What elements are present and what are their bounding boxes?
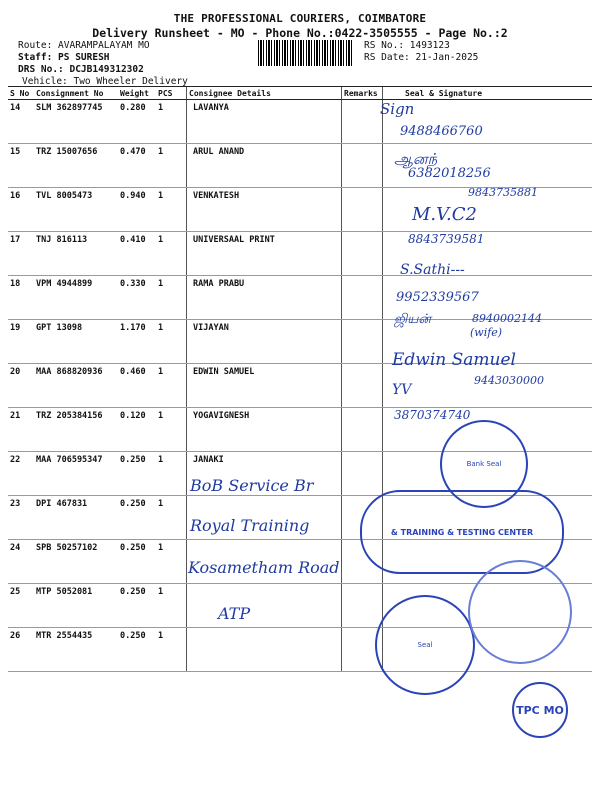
cell-sno: 15 <box>8 144 34 188</box>
cell-remarks <box>342 100 383 144</box>
cell-sno: 22 <box>8 452 34 496</box>
cell-weight: 0.460 <box>118 364 156 408</box>
cell-sno: 24 <box>8 540 34 584</box>
cell-signature <box>383 276 593 320</box>
cell-pcs: 1 <box>156 364 187 408</box>
cell-pcs: 1 <box>156 496 187 540</box>
tpc-mo-stamp <box>512 682 568 738</box>
cell-consignee: VENKATESH <box>187 188 342 232</box>
cell-weight: 0.330 <box>118 276 156 320</box>
table-header-row <box>8 87 592 100</box>
cell-pcs: 1 <box>156 232 187 276</box>
table-row <box>8 320 592 364</box>
cell-remarks <box>342 584 383 628</box>
rs-date: RS Date: 21-Jan-2025 <box>364 52 479 63</box>
rs-info <box>364 40 478 64</box>
handwritten-phone-19b: 8940002144 <box>472 312 542 325</box>
cell-pcs: 1 <box>156 452 187 496</box>
cell-signature <box>383 364 593 408</box>
cell-consignee: VIJAYAN <box>187 320 342 364</box>
cell-pcs: 1 <box>156 144 187 188</box>
table-row <box>8 232 592 276</box>
cell-consignment-no: MTR 2554435 <box>34 628 118 672</box>
cell-consignment-no: TVL 8005473 <box>34 188 118 232</box>
handwritten-consignee-24: Royal Training <box>190 516 310 535</box>
cell-weight: 0.250 <box>118 496 156 540</box>
cell-sno: 20 <box>8 364 34 408</box>
cell-sno: 16 <box>8 188 34 232</box>
col-remarks: Remarks <box>342 87 383 100</box>
cell-weight: 0.250 <box>118 452 156 496</box>
table-row <box>8 276 592 320</box>
cell-consignee: EDWIN SAMUEL <box>187 364 342 408</box>
handwritten-phone-19: 9952339567 <box>396 290 479 305</box>
cell-remarks <box>342 144 383 188</box>
cell-consignee: UNIVERSAAL PRINT <box>187 232 342 276</box>
handwritten-consignee-26: ATP <box>218 604 251 623</box>
cell-consignee <box>187 496 342 540</box>
col-weight: Weight <box>118 87 156 100</box>
cell-weight: 0.250 <box>118 584 156 628</box>
handwritten-phone-21: 3870374740 <box>394 408 471 422</box>
bank-seal-stamp: Bank Seal <box>440 420 528 508</box>
table-row <box>8 364 592 408</box>
cell-remarks <box>342 276 383 320</box>
cell-weight: 0.120 <box>118 408 156 452</box>
cell-remarks <box>342 452 383 496</box>
cell-signature <box>383 320 593 364</box>
signature-16: M.V.C2 <box>412 204 477 225</box>
handwritten-consignee-25: Kosametham Road <box>188 558 340 577</box>
col-consignment: Consignment No <box>34 87 118 100</box>
table-row <box>8 100 592 144</box>
cell-weight: 0.250 <box>118 540 156 584</box>
cell-consignment-no: DPI 467831 <box>34 496 118 540</box>
cell-consignee <box>187 540 342 584</box>
cell-sno: 23 <box>8 496 34 540</box>
cell-consignee <box>187 584 342 628</box>
tpc-mo-label: TPC MO <box>516 703 564 717</box>
cell-consignee: JANAKI <box>187 452 342 496</box>
table-row <box>8 144 592 188</box>
cell-weight: 0.940 <box>118 188 156 232</box>
cell-pcs: 1 <box>156 188 187 232</box>
cell-consignee: LAVANYA <box>187 100 342 144</box>
cell-remarks <box>342 188 383 232</box>
cell-consignment-no: MTP 5052081 <box>34 584 118 628</box>
handwritten-wife-note: (wife) <box>470 326 503 339</box>
cell-consignment-no: GPT 13098 <box>34 320 118 364</box>
cell-pcs: 1 <box>156 276 187 320</box>
signature-21: YV <box>392 382 412 398</box>
cell-pcs: 1 <box>156 320 187 364</box>
signature-19: ஜியன் <box>394 312 431 327</box>
cell-weight: 0.250 <box>118 628 156 672</box>
cell-signature <box>383 144 593 188</box>
route-info <box>18 40 188 88</box>
table-row <box>8 188 592 232</box>
cell-consignee <box>187 628 342 672</box>
cell-consignee: ARUL ANAND <box>187 144 342 188</box>
cell-signature <box>383 232 593 276</box>
rs-number: RS No.: 1493123 <box>364 40 450 51</box>
col-sno: S No <box>8 87 34 100</box>
cell-pcs: 1 <box>156 100 187 144</box>
cell-sno: 17 <box>8 232 34 276</box>
cell-consignee: RAMA PRABU <box>187 276 342 320</box>
col-pcs: PCS <box>156 87 187 100</box>
cell-weight: 1.170 <box>118 320 156 364</box>
cell-consignment-no: TRZ 205384156 <box>34 408 118 452</box>
cell-sno: 25 <box>8 584 34 628</box>
drs-label: DRS No.: DCJB149312302 <box>18 64 144 75</box>
barcode <box>258 40 354 66</box>
signature-14: Sign <box>380 100 415 118</box>
col-consignee: Consignee Details <box>187 87 342 100</box>
handwritten-phone-20: 9443030000 <box>474 374 544 387</box>
cell-consignment-no: MAA 706595347 <box>34 452 118 496</box>
cell-remarks <box>342 408 383 452</box>
route-label: Route: AVARAMPALAYAM MO <box>18 40 150 51</box>
cell-weight: 0.470 <box>118 144 156 188</box>
cell-consignment-no: SLM 362897745 <box>34 100 118 144</box>
cell-remarks <box>342 364 383 408</box>
signature-18: S.Sathi--- <box>400 262 465 278</box>
signature-20: Edwin Samuel <box>392 350 516 370</box>
cell-sno: 21 <box>8 408 34 452</box>
cell-sno: 26 <box>8 628 34 672</box>
cell-consignment-no: VPM 4944899 <box>34 276 118 320</box>
staff-label: Staff: PS SURESH <box>18 52 110 63</box>
handwritten-phone-16: 9843735881 <box>468 186 538 199</box>
cell-consignment-no: MAA 868820936 <box>34 364 118 408</box>
cell-remarks <box>342 232 383 276</box>
col-signature: Seal & Signature <box>383 87 593 100</box>
cell-remarks <box>342 320 383 364</box>
cell-consignee: YOGAVIGNESH <box>187 408 342 452</box>
cell-sno: 14 <box>8 100 34 144</box>
cell-consignment-no: TRZ 15007656 <box>34 144 118 188</box>
cell-weight: 0.410 <box>118 232 156 276</box>
handwritten-phone-15: 6382018256 <box>408 166 491 181</box>
cell-pcs: 1 <box>156 408 187 452</box>
cell-consignment-no: SPB 50257102 <box>34 540 118 584</box>
training-center-name: & TRAINING & TESTING CENTER <box>390 527 534 537</box>
cell-sno: 19 <box>8 320 34 364</box>
cell-pcs: 1 <box>156 584 187 628</box>
handwritten-phone-17: 8843739581 <box>408 232 485 246</box>
cell-weight: 0.280 <box>118 100 156 144</box>
cell-signature <box>383 100 593 144</box>
handwritten-consignee-23: BoB Service Br <box>190 476 314 495</box>
faded-circle-stamp <box>468 560 572 664</box>
cell-pcs: 1 <box>156 540 187 584</box>
runsheet-title: Delivery Runsheet - MO - Phone No.:0422-3505555 - Page No.:2 <box>92 26 508 40</box>
cell-consignment-no: TNJ 816113 <box>34 232 118 276</box>
company-name: THE PROFESSIONAL COURIERS, COIMBATORE <box>173 12 427 25</box>
cell-pcs: 1 <box>156 628 187 672</box>
handwritten-phone-14: 9488466760 <box>400 124 483 139</box>
cell-signature <box>383 188 593 232</box>
round-office-stamp: Seal <box>375 595 475 695</box>
cell-sno: 18 <box>8 276 34 320</box>
vehicle-label: Vehicle: Two Wheeler Delivery <box>22 76 188 87</box>
signature-15: ஆனந் <box>394 150 438 168</box>
